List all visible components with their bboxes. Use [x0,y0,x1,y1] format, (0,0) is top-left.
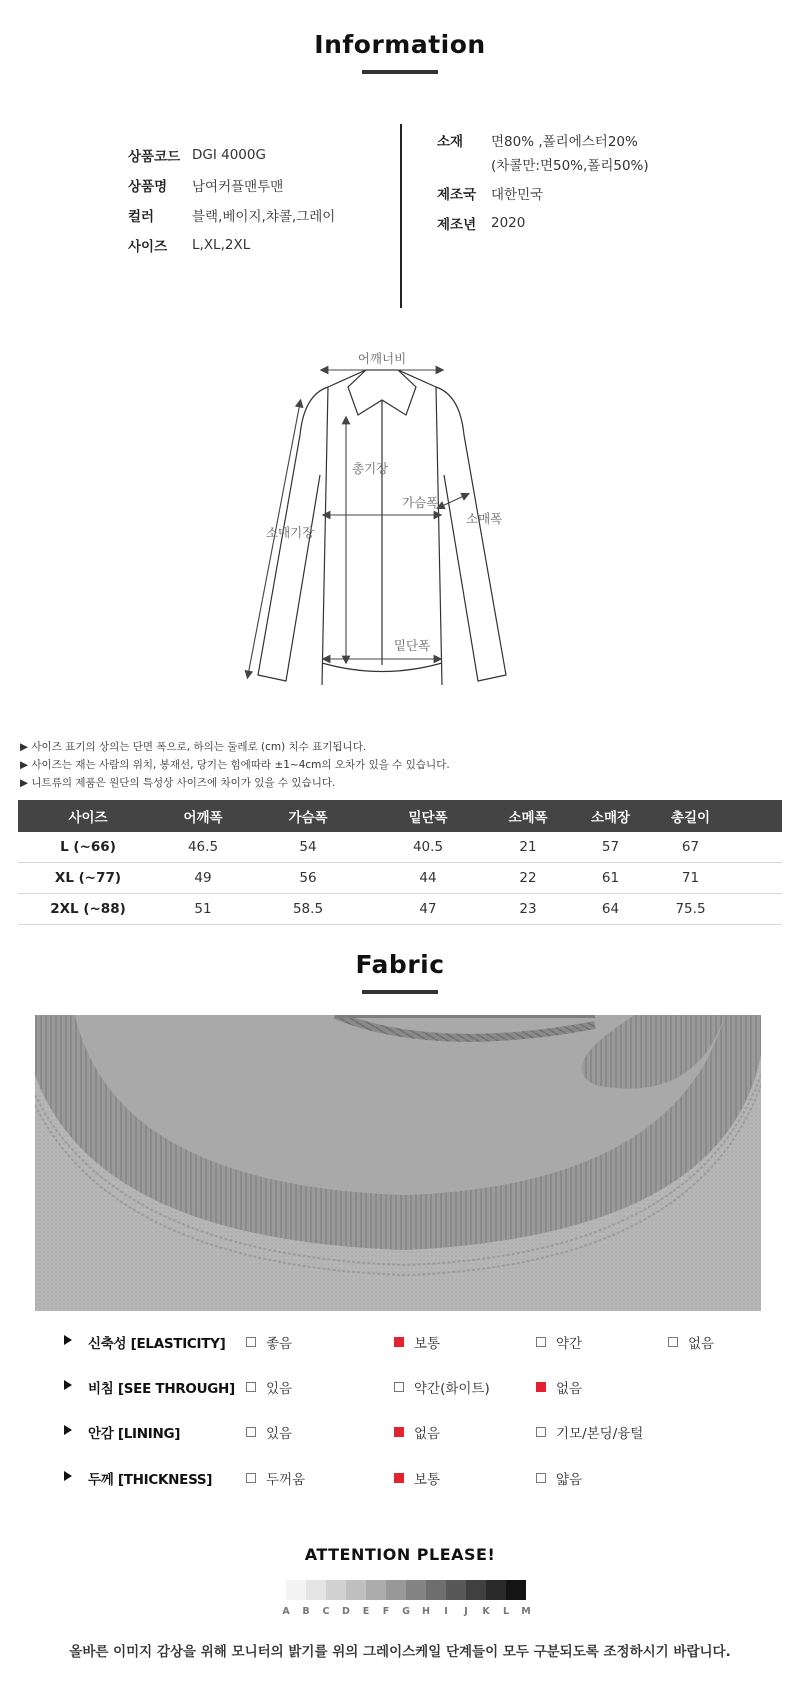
gray-swatch [506,1580,526,1600]
label-hem: 밑단폭 [393,638,431,653]
gray-swatch [386,1580,406,1600]
table-header-cell: 소매장 [568,800,653,832]
option-thickness-thin [536,1468,582,1488]
checkbox-icon [394,1382,404,1392]
size-table [18,800,782,925]
table-cell: 58.5 [248,894,368,925]
table-header-cell [728,800,782,832]
table-cell: 64 [568,894,653,925]
table-cell: 2XL (~88) [18,894,158,925]
option-label: 있음 [266,1426,293,1442]
label-sleeve-width: 소매폭 [466,511,503,526]
fabric-title: Fabric [355,950,445,979]
size-notes [20,738,450,792]
info-key: 소재 [437,134,464,150]
info-key: 제조년 [437,217,477,233]
note: ▶ 니트류의 제품은 원단의 특성상 사이즈에 차이가 있을 수 있습니다. [20,777,336,789]
info-left-column [128,140,335,260]
option-label: 얇음 [556,1472,583,1488]
gray-label: J [464,1606,468,1617]
label-length: 총기장 [352,461,389,476]
triangle-bullet-icon [64,1471,72,1481]
material-line-1: 면80% ,폴리에스터20% [491,134,638,150]
gray-label: A [282,1606,290,1617]
info-row-size [128,230,335,260]
grayscale-labels [276,1606,536,1617]
checkbox-icon [668,1337,678,1347]
info-value: DGI 4000G [192,147,266,163]
table-cell [728,832,782,863]
gray-label: G [402,1606,410,1617]
info-value [491,130,649,178]
fabric-title-underline [362,990,438,994]
gray-label: K [482,1606,490,1617]
info-row-product-name [128,170,335,200]
info-key: 사이즈 [128,239,168,255]
option-label: 약간 [556,1336,583,1352]
info-row-material [437,130,649,178]
gray-swatch [406,1580,426,1600]
property-label: 신축성 [ELASTICITY] [88,1336,226,1352]
fabric-neckline-image [35,1015,761,1311]
gray-swatch [446,1580,466,1600]
note: ▶ 사이즈는 재는 사람의 위치, 봉재선, 당기는 힘에따라 ±1~4cm의 오차가 있을 수 있습니다. [20,759,450,771]
table-cell [728,863,782,894]
info-value: L,XL,2XL [192,237,251,253]
gray-swatch [366,1580,386,1600]
table-cell: 22 [488,863,568,894]
table-cell: 49 [158,863,248,894]
information-title-underline [362,70,438,74]
info-row-country [437,178,649,208]
info-key: 상품코드 [128,149,181,165]
checkbox-icon [246,1473,256,1483]
table-cell: XL (~77) [18,863,158,894]
option-elasticity-slight [536,1332,582,1352]
property-row-lining [0,1416,800,1446]
option-lining-none [394,1422,440,1442]
table-cell: 23 [488,894,568,925]
table-cell: 40.5 [368,832,488,863]
table-row [18,894,782,925]
property-label: 두께 [THICKNESS] [88,1472,213,1488]
table-header-cell: 어깨폭 [158,800,248,832]
checkbox-icon [536,1427,546,1437]
option-label: 없음 [556,1381,583,1397]
gray-label: C [322,1606,330,1617]
option-thickness-thick [246,1468,305,1488]
information-title: Information [314,30,486,59]
gray-label: H [422,1606,430,1617]
gray-label: E [362,1606,370,1617]
table-cell: 46.5 [158,832,248,863]
table-cell: 51 [158,894,248,925]
table-cell: 75.5 [653,894,728,925]
option-label: 좋음 [266,1336,293,1352]
option-elasticity-none [668,1332,714,1352]
triangle-bullet-icon [64,1425,72,1435]
gray-label: B [302,1606,310,1617]
gray-label: M [521,1606,531,1617]
gray-swatch [286,1580,306,1600]
info-right-column [437,130,649,238]
checked-box-icon [394,1337,404,1347]
option-label: 보통 [414,1336,441,1352]
info-key: 제조국 [437,187,477,203]
option-lining-brushed [536,1422,643,1442]
table-header-cell: 가슴폭 [248,800,368,832]
table-cell: 54 [248,832,368,863]
property-label: 안감 [LINING] [88,1426,181,1442]
table-row [18,863,782,894]
gray-swatch [486,1580,506,1600]
table-cell [728,894,782,925]
gray-label: L [502,1606,510,1617]
gray-swatch [426,1580,446,1600]
checked-box-icon [394,1473,404,1483]
measurement-diagram [238,345,548,685]
property-row-thickness [0,1462,800,1492]
option-lining-yes [246,1422,292,1442]
grayscale-strip [286,1580,526,1600]
option-label: 있음 [266,1381,293,1397]
option-label: 없음 [414,1426,441,1442]
label-shoulder: 어깨너비 [357,351,407,366]
checkbox-icon [246,1382,256,1392]
table-cell: 57 [568,832,653,863]
option-thickness-normal [394,1468,440,1488]
note: ▶ 사이즈 표기의 상의는 단면 폭으로, 하의는 둘레로 (cm) 치수 표기됩니다. [20,741,367,753]
table-cell: 44 [368,863,488,894]
info-value: 2020 [491,215,526,231]
table-header-cell: 밑단폭 [368,800,488,832]
gray-swatch [466,1580,486,1600]
option-label: 보통 [414,1472,441,1488]
table-header-cell: 소메폭 [488,800,568,832]
checked-box-icon [394,1427,404,1437]
info-value: 남여커플맨투맨 [192,179,284,195]
table-header-row [18,800,782,832]
table-cell: 67 [653,832,728,863]
property-label: 비침 [SEE THROUGH] [88,1381,235,1397]
option-elasticity-good [246,1332,292,1352]
info-row-color [128,200,335,230]
gray-label: I [444,1606,448,1617]
info-value: 대한민국 [491,187,544,203]
checkbox-icon [246,1337,256,1347]
table-header-cell: 사이즈 [18,800,158,832]
table-cell: 47 [368,894,488,925]
fabric-photo [35,1015,761,1311]
info-divider [400,124,402,308]
table-header-cell: 총길이 [653,800,728,832]
option-label: 약간(화이트) [414,1381,490,1397]
table-cell: 56 [248,863,368,894]
option-see-through-none [536,1377,582,1397]
info-key: 컬러 [128,209,155,225]
table-cell: L (~66) [18,832,158,863]
gray-label: D [342,1606,350,1617]
table-cell: 61 [568,863,653,894]
triangle-bullet-icon [64,1335,72,1345]
option-label: 기모/본딩/융털 [556,1426,644,1442]
property-row-see-through [0,1371,800,1401]
shirt-outline-diagram [238,345,548,685]
info-row-year [437,208,649,238]
gray-swatch [326,1580,346,1600]
checkbox-icon [536,1473,546,1483]
label-chest: 가슴폭 [402,495,439,510]
option-elasticity-normal [394,1332,440,1352]
label-sleeve-length: 소매기장 [266,525,315,540]
info-key: 상품명 [128,179,168,195]
gray-label: F [382,1606,390,1617]
option-see-through-yes [246,1377,292,1397]
checkbox-icon [536,1337,546,1347]
option-label: 두꺼움 [266,1472,306,1488]
table-row [18,832,782,863]
material-line-2: (차콜만:면50%,폴리50%) [491,158,649,174]
monitor-brightness-note: 올바른 이미지 감상을 위해 모니터의 밝기를 위의 그레이스케일 단계들이 모두 구분되도록 조정하시기 바랍니다. [69,1644,731,1660]
checked-box-icon [536,1382,546,1392]
info-row-product-code [128,140,335,170]
gray-swatch [306,1580,326,1600]
option-label: 없음 [688,1336,715,1352]
gray-swatch [346,1580,366,1600]
option-see-through-slight [394,1377,490,1397]
property-row-elasticity [0,1326,800,1356]
info-value: 블랙,베이지,챠콜,그레이 [192,209,336,225]
table-cell: 21 [488,832,568,863]
checkbox-icon [246,1427,256,1437]
attention-title: ATTENTION PLEASE! [304,1545,496,1564]
triangle-bullet-icon [64,1380,72,1390]
table-cell: 71 [653,863,728,894]
